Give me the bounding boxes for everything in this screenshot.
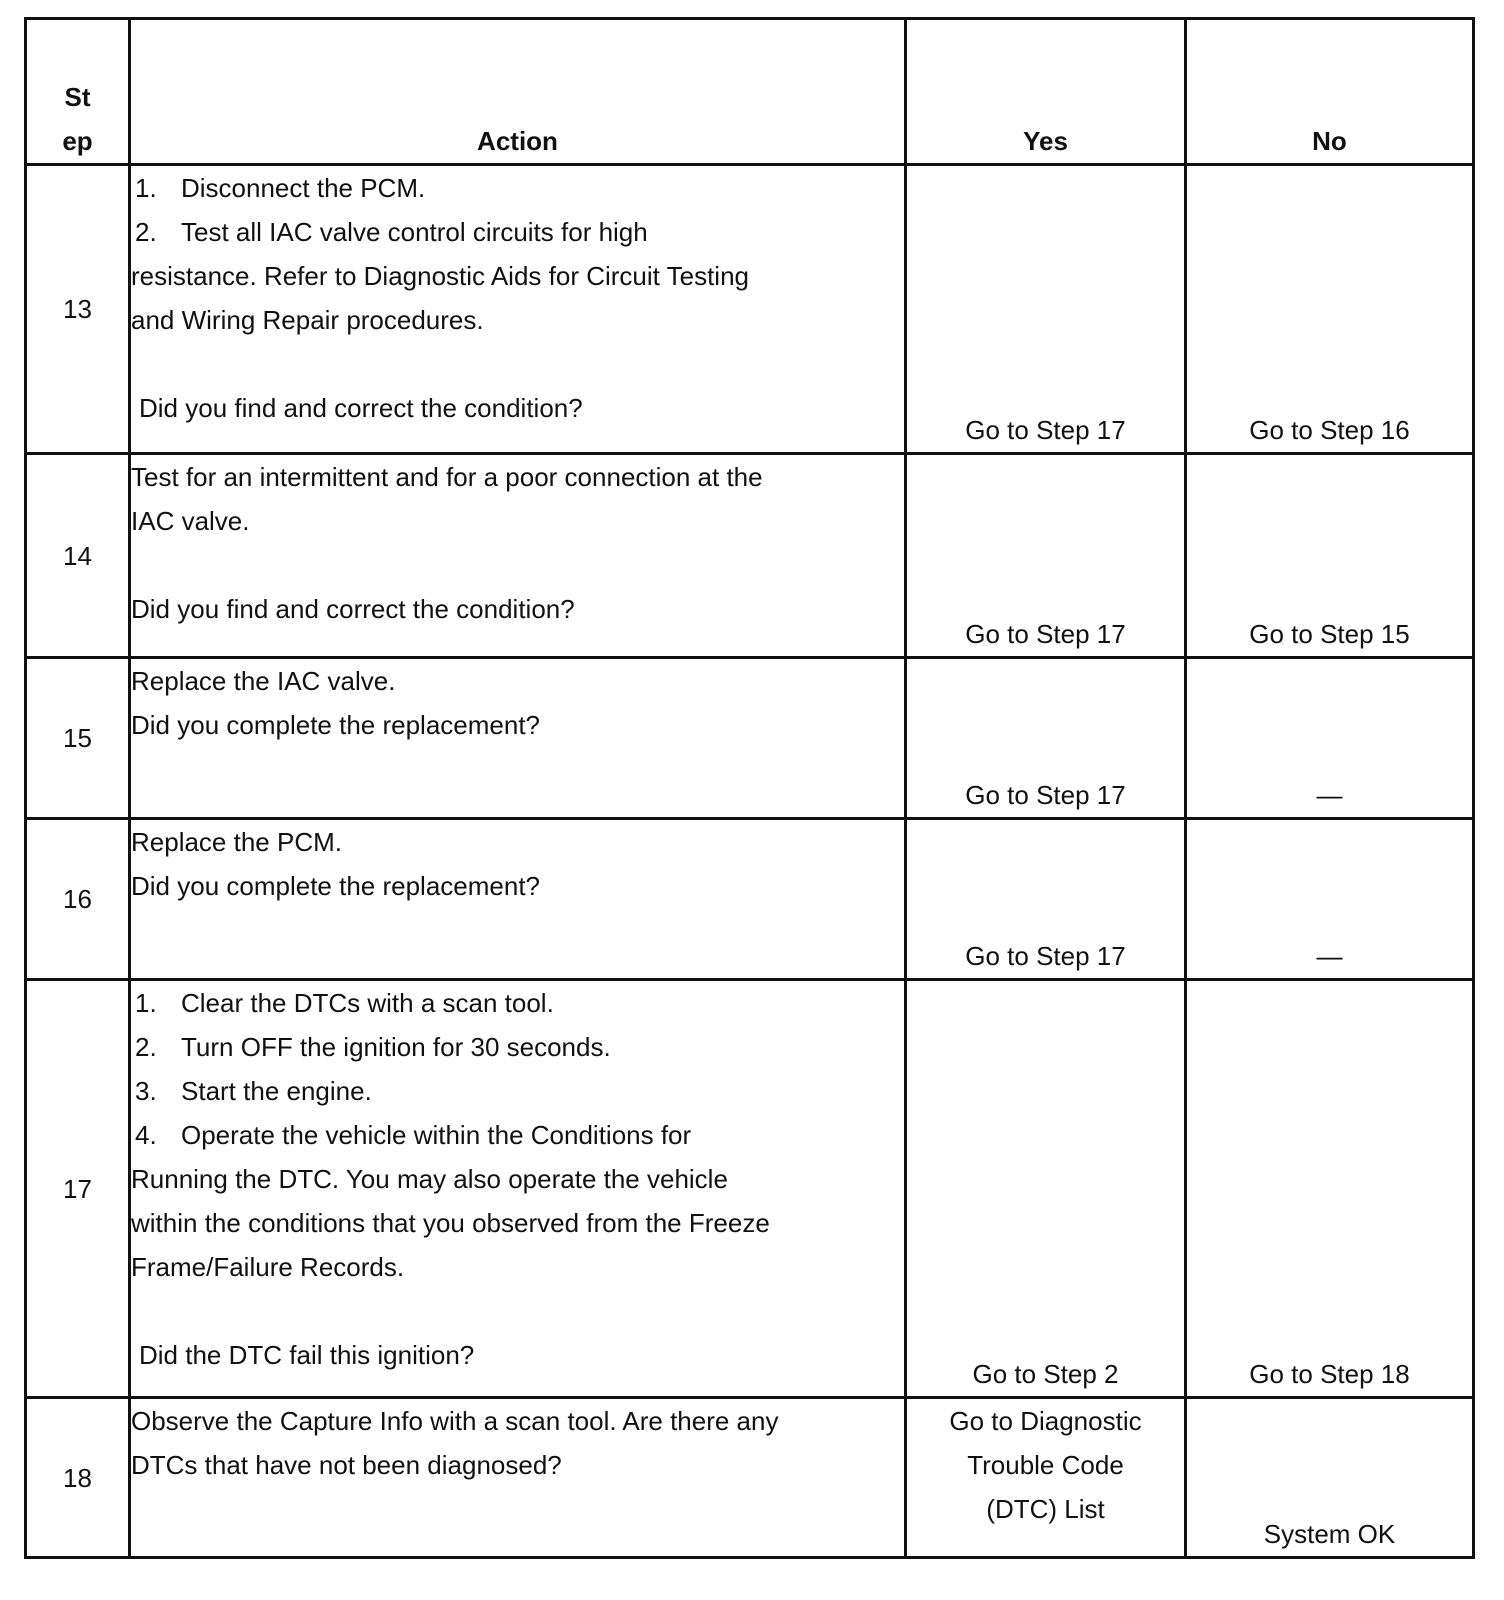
action-cell <box>130 819 906 980</box>
action-text: and Wiring Repair procedures. <box>131 305 484 335</box>
yes-result: Go to Step 17 <box>906 165 1186 454</box>
action-text: within the conditions that you observed from the Freeze <box>131 1208 770 1238</box>
list-item: 3. Start the engine. <box>135 1076 372 1106</box>
step-number: 18 <box>26 1398 130 1558</box>
step-number: 15 <box>26 658 130 819</box>
table-row <box>26 819 1474 980</box>
action-question: DTCs that have not been diagnosed? <box>131 1450 562 1480</box>
diagnostic-table <box>24 17 1475 1559</box>
action-text: IAC valve. <box>131 506 250 536</box>
list-item: 4. Operate the vehicle within the Conditions for <box>135 1120 692 1150</box>
action-question: Did you find and correct the condition? <box>139 393 583 423</box>
step-number: 16 <box>26 819 130 980</box>
table-row <box>26 165 1474 454</box>
table-row <box>26 658 1474 819</box>
table-row <box>26 454 1474 658</box>
step-header: St ep <box>26 19 130 165</box>
no-result: — <box>1186 658 1474 819</box>
list-item: 1. Disconnect the PCM. <box>135 173 426 203</box>
action-cell <box>130 1398 906 1558</box>
no-result: Go to Step 15 <box>1186 454 1474 658</box>
action-cell <box>130 658 906 819</box>
action-text: Frame/Failure Records. <box>131 1252 405 1282</box>
table-row <box>26 980 1474 1398</box>
step-number: 17 <box>26 980 130 1398</box>
action-text: Replace the PCM. <box>131 827 342 857</box>
action-text: Observe the Capture Info with a scan tool. Are there any <box>131 1406 779 1436</box>
action-text: resistance. Refer to Diagnostic Aids for Circuit Testing <box>131 261 750 291</box>
action-header: Action <box>130 19 906 165</box>
action-text: Test for an intermittent and for a poor connection at the <box>131 462 763 492</box>
no-result: Go to Step 18 <box>1186 980 1474 1398</box>
action-text: Running the DTC. You may also operate the vehicle <box>131 1164 728 1194</box>
yes-result: Go to Step 17 <box>906 454 1186 658</box>
yes-result: Go to Step 17 <box>906 819 1186 980</box>
no-result: System OK <box>1186 1398 1474 1558</box>
action-cell <box>130 980 906 1398</box>
action-cell <box>130 165 906 454</box>
yes-header: Yes <box>906 19 1186 165</box>
yes-result: Go to Diagnostic Trouble Code (DTC) List <box>906 1398 1186 1558</box>
action-question: Did the DTC fail this ignition? <box>139 1340 475 1370</box>
action-question: Did you find and correct the condition? <box>131 594 575 624</box>
action-text: Replace the IAC valve. <box>131 666 396 696</box>
action-question: Did you complete the replacement? <box>131 710 541 740</box>
no-header: No <box>1186 19 1474 165</box>
list-item: 1. Clear the DTCs with a scan tool. <box>135 988 554 1018</box>
step-number: 14 <box>26 454 130 658</box>
list-item: 2. Turn OFF the ignition for 30 seconds. <box>135 1032 611 1062</box>
table-row <box>26 1398 1474 1558</box>
action-cell <box>130 454 906 658</box>
header-row <box>26 19 1474 165</box>
action-question: Did you complete the replacement? <box>131 871 541 901</box>
yes-result: Go to Step 2 <box>906 980 1186 1398</box>
step-number: 13 <box>26 165 130 454</box>
yes-result: Go to Step 17 <box>906 658 1186 819</box>
list-item: 2. Test all IAC valve control circuits for high <box>135 217 648 247</box>
no-result: — <box>1186 819 1474 980</box>
no-result: Go to Step 16 <box>1186 165 1474 454</box>
